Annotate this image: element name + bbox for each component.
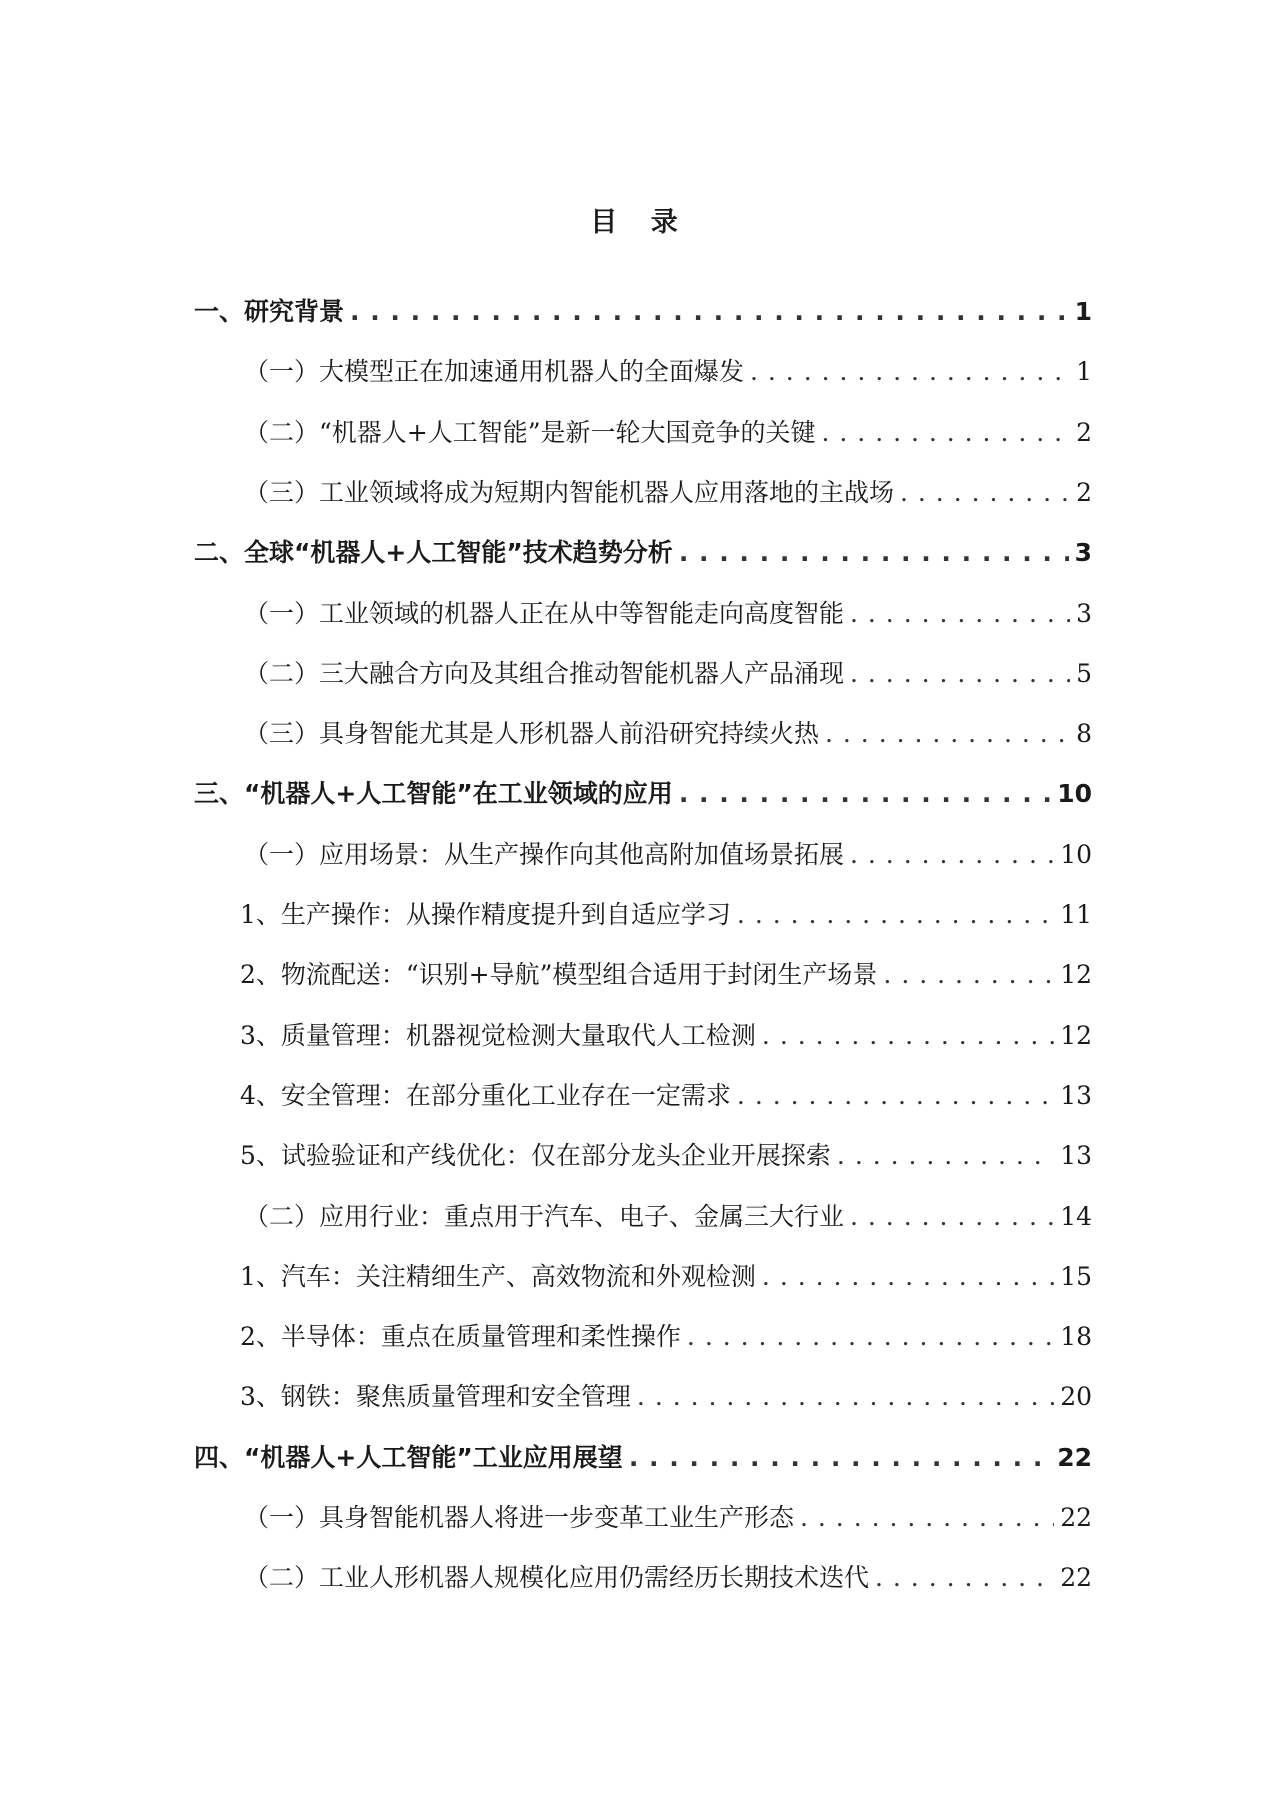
toc-entry-label: （二）工业人形机器人规模化应用仍需经历长期技术迭代 (244, 1563, 870, 1593)
toc-entry-label: （二）应用行业：重点用于汽车、电子、金属三大行业 (244, 1201, 845, 1231)
toc-page-number: 12 (1060, 1020, 1092, 1050)
toc-page-number: 13 (1060, 1141, 1092, 1171)
toc-entry-label: 1、生产操作：从操作精度提升到自适应学习 (240, 900, 731, 929)
toc-dot-leader (875, 1558, 1054, 1598)
toc-entry-label: （一）工业领域的机器人正在从中等智能走向高度智能 (244, 598, 845, 628)
toc-page-number: 22 (1057, 1442, 1092, 1472)
toc-entry[interactable] (194, 774, 1092, 814)
toc-page-number: 2 (1076, 477, 1092, 507)
toc-entry[interactable] (240, 1257, 1092, 1297)
toc-dot-leader (850, 654, 1070, 694)
toc-entry-label: （一）大模型正在加速通用机器人的全面爆发 (244, 357, 745, 387)
toc-entry-label: 二、全球“机器人+人工智能”技术趋势分析 (194, 538, 673, 568)
toc-dot-leader (850, 594, 1070, 634)
toc-page-number: 1 (1074, 297, 1092, 326)
toc-entry-label: （一）具身智能机器人将进一步变革工业生产形态 (244, 1503, 795, 1532)
toc-title: 目 录 (590, 207, 690, 238)
toc-entry-label: 5、试验验证和产线优化：仅在部分龙头企业开展探索 (240, 1141, 831, 1171)
toc-page-number: 2 (1076, 417, 1092, 447)
toc-page-number: 12 (1060, 960, 1092, 990)
toc-entry[interactable] (244, 1498, 1092, 1538)
toc-page-number: 5 (1076, 658, 1092, 688)
toc-dot-leader (679, 533, 1069, 573)
toc-entry[interactable] (244, 654, 1092, 694)
toc-page-number: 20 (1060, 1382, 1092, 1412)
toc-entry-label: 4、安全管理：在部分重化工业存在一定需求 (240, 1080, 731, 1110)
toc-entry-label: 一、研究背景 (194, 297, 345, 326)
toc-dot-leader (900, 473, 1070, 513)
toc-entry[interactable] (244, 594, 1092, 634)
toc-page-number: 13 (1060, 1080, 1092, 1110)
toc-entry-label: 3、钢铁：聚焦质量管理和安全管理 (240, 1382, 631, 1412)
toc-page-number: 3 (1076, 598, 1092, 628)
toc-dot-leader (850, 1197, 1054, 1237)
toc-entry[interactable] (194, 1438, 1092, 1478)
toc-dot-leader (850, 835, 1054, 875)
toc-page-number: 22 (1060, 1563, 1092, 1593)
toc-dot-leader (350, 292, 1069, 332)
toc-dot-leader (800, 1498, 1054, 1538)
toc-dot-leader (837, 1136, 1054, 1176)
toc-dot-leader (629, 1438, 1051, 1478)
toc-entry-label: 三、“机器人+人工智能”在工业领域的应用 (194, 779, 673, 809)
toc-entry-label: （二）“机器人+人工智能”是新一轮大国竞争的关键 (244, 417, 816, 447)
toc-page-number: 10 (1057, 779, 1092, 809)
toc-dot-leader (737, 895, 1054, 935)
toc-dot-leader (750, 352, 1070, 392)
toc-page-number: 3 (1074, 538, 1092, 568)
toc-dot-leader (822, 413, 1071, 453)
toc-entry[interactable] (240, 1136, 1092, 1176)
toc-page-number: 14 (1060, 1201, 1092, 1231)
toc-page-number: 11 (1060, 900, 1092, 929)
toc-entry-label: 3、质量管理：机器视觉检测大量取代人工检测 (240, 1020, 756, 1050)
toc-entry-label: （三）工业领域将成为短期内智能机器人应用落地的主战场 (244, 477, 895, 507)
toc-page-number: 10 (1060, 839, 1092, 869)
toc-entry-label: 2、物流配送：“识别+导航”模型组合适用于封闭生产场景 (240, 960, 878, 990)
toc-entry-label: （三）具身智能尤其是人形机器人前沿研究持续火热 (244, 719, 820, 749)
toc-entry[interactable] (244, 835, 1092, 875)
toc-page-number: 18 (1060, 1322, 1092, 1352)
toc-dot-leader (679, 774, 1051, 814)
toc-entry-label: 2、半导体：重点在质量管理和柔性操作 (240, 1322, 681, 1352)
toc-entry[interactable] (244, 1558, 1092, 1598)
toc-entry[interactable] (244, 714, 1092, 754)
toc-dot-leader (825, 714, 1070, 754)
toc-dot-leader (883, 955, 1054, 995)
toc-entry[interactable] (240, 1377, 1092, 1417)
toc-entry-label: 四、“机器人+人工智能”工业应用展望 (194, 1442, 623, 1472)
toc-dot-leader (762, 1257, 1054, 1297)
toc-entry-label: （一）应用场景：从生产操作向其他高附加值场景拓展 (244, 839, 845, 869)
toc-entry[interactable] (244, 413, 1092, 453)
toc-page-number: 1 (1076, 357, 1092, 387)
toc-entry[interactable] (240, 955, 1092, 995)
toc-dot-leader (687, 1317, 1054, 1357)
toc-dot-leader (762, 1016, 1054, 1056)
toc-entry[interactable] (244, 1197, 1092, 1237)
toc-entry[interactable] (194, 292, 1092, 332)
toc-entry[interactable] (240, 1016, 1092, 1056)
toc-page-number: 8 (1076, 719, 1092, 749)
toc-entry-label: （二）三大融合方向及其组合推动智能机器人产品涌现 (244, 658, 845, 688)
toc-page-number: 15 (1060, 1261, 1092, 1291)
toc-dot-leader (637, 1377, 1054, 1417)
toc-entry[interactable] (194, 533, 1092, 573)
toc-entry[interactable] (244, 352, 1092, 392)
toc-entry[interactable] (240, 1317, 1092, 1357)
toc-entry[interactable] (240, 1076, 1092, 1116)
toc-dot-leader (737, 1076, 1054, 1116)
toc-entry[interactable] (240, 895, 1092, 935)
toc-page-number: 22 (1060, 1503, 1092, 1532)
toc-entry-label: 1、汽车：关注精细生产、高效物流和外观检测 (240, 1261, 756, 1291)
toc-entry[interactable] (244, 473, 1092, 513)
